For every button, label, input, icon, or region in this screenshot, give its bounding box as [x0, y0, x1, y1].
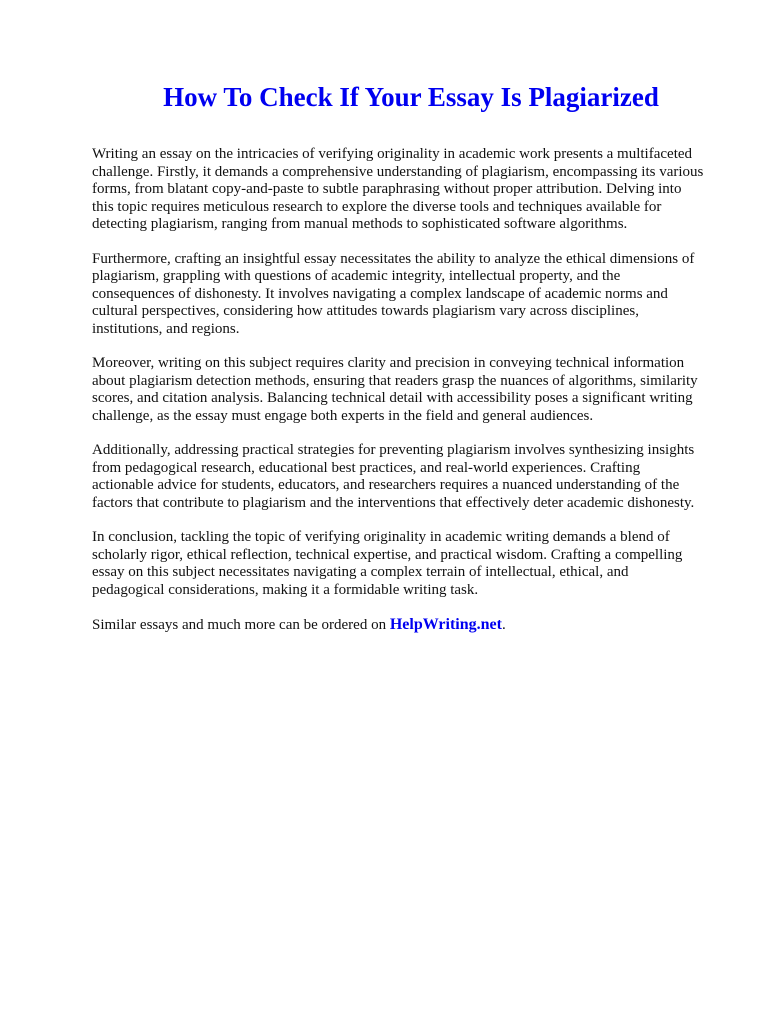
paragraph-line: pedagogical considerations, making it a formidable writing task. [92, 581, 479, 598]
cta-prefix: Similar essays and much more can be ordered on [92, 617, 390, 633]
paragraph-line: cultural perspectives, considering how attitudes towards plagiarism vary across disciplines, [92, 303, 639, 319]
paragraph-line: actionable advice for students, educators, and researchers requires a nuanced understanding of the [92, 477, 680, 493]
paragraph-line: Moreover, writing on this subject requires clarity and precision in conveying technical information [92, 355, 685, 371]
paragraph-line: plagiarism, grappling with questions of academic integrity, intellectual property, and the [92, 268, 621, 284]
paragraph-4 [92, 442, 728, 512]
paragraph-line: forms, from blatant copy-and-paste to subtle paraphrasing without proper attribution. Delving into [92, 181, 682, 197]
paragraph-line: factors that contribute to plagiarism and the interventions that effectively deter academic dishonesty. [92, 494, 695, 511]
paragraph-line: about plagiarism detection methods, ensuring that readers grasp the nuances of algorithms, similarity [92, 372, 698, 389]
paragraph-line: Additionally, addressing practical strategies for preventing plagiarism involves synthesizing insights [92, 442, 695, 458]
paragraph-1 [92, 146, 728, 234]
paragraph-line: challenge, as the essay must engage both experts in the field and general audiences. [92, 407, 594, 424]
paragraph-5 [92, 529, 728, 599]
paragraph-3 [92, 355, 728, 425]
paragraph-line: scholarly rigor, ethical reflection, technical expertise, and practical wisdom. Crafting a compelling [92, 546, 683, 563]
paragraph-line: from pedagogical research, educational best practices, and real-world experiences. Crafting [92, 459, 641, 476]
paragraph-line: Writing an essay on the intricacies of verifying originality in academic work presents a multifaceted [92, 146, 693, 162]
cta-suffix: . [501, 617, 506, 633]
order-cta [92, 616, 728, 635]
paragraph-line: scores, and citation analysis. Balancing technical detail with accessibility poses a significant writing [92, 390, 693, 406]
paragraph-line: this topic requires meticulous research to explore the diverse tools and techniques available for [92, 198, 662, 215]
paragraph-line: essay on this subject necessitates navigating a complex terrain of intellectual, ethical, and [92, 564, 629, 580]
paragraph-line: In conclusion, tackling the topic of verifying originality in academic writing demands a blend of [92, 529, 670, 545]
paragraph-line: Furthermore, crafting an insightful essay necessitates the ability to analyze the ethical dimensions of [92, 250, 695, 267]
paragraph-2 [92, 251, 728, 339]
paragraph-line: detecting plagiarism, ranging from manual methods to sophisticated software algorithms. [92, 216, 628, 232]
paragraph-line: consequences of dishonesty. It involves navigating a complex landscape of academic norms and [92, 285, 668, 302]
page-title: How To Check If Your Essay Is Plagiarized [163, 82, 659, 112]
helpwriting-link[interactable]: HelpWriting.net [389, 616, 502, 633]
paragraph-line: institutions, and regions. [92, 320, 240, 337]
essay-body [92, 146, 728, 635]
paragraph-line: challenge. Firstly, it demands a comprehensive understanding of plagiarism, encompassing its various [92, 163, 704, 180]
